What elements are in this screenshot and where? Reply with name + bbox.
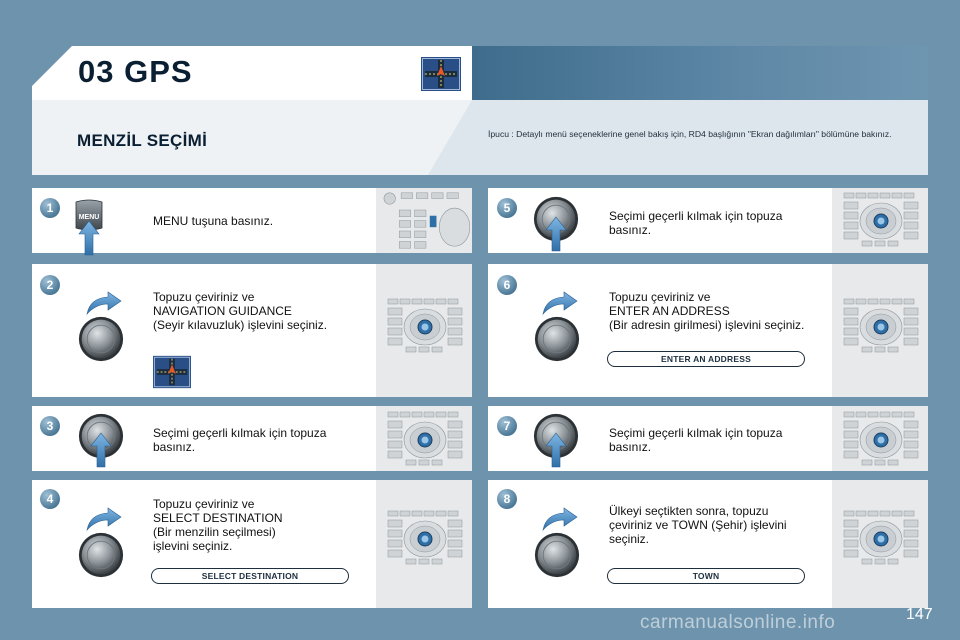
push-arrow-icon [90, 432, 112, 468]
menu-option-town: TOWN [607, 568, 805, 584]
watermark: carmanualsonline.info [640, 612, 836, 633]
step-badge-4: 4 [40, 489, 60, 509]
console-panel-icon [838, 409, 922, 469]
rotate-arrow-icon [540, 290, 580, 316]
console-panel-icon [380, 189, 470, 252]
page-number: 147 [906, 606, 933, 623]
step-badge-6: 6 [497, 275, 517, 295]
section-title: MENZİL SEÇİMİ [77, 131, 208, 150]
step-text-6: Topuzu çeviriniz ve ENTER AN ADDRESS (Bir adresin girilmesi) işlevini seçiniz. [609, 290, 805, 332]
header-banner [472, 46, 928, 100]
step-text-2: Topuzu çeviriniz ve NAVIGATION GUIDANCE (Seyir kılavuzluk) işlevini seçiniz. [153, 290, 328, 332]
knob-icon [534, 532, 580, 578]
menu-option-select-destination: SELECT DESTINATION [151, 568, 349, 584]
navigation-cross-icon [153, 355, 191, 389]
push-arrow-icon [78, 220, 100, 256]
rotate-arrow-icon [84, 506, 124, 532]
console-panel-icon [838, 508, 922, 568]
step-badge-2: 2 [40, 275, 60, 295]
console-panel-icon [382, 409, 466, 469]
console-panel-icon [838, 296, 922, 356]
console-panel-icon [382, 508, 466, 568]
knob-icon [78, 532, 124, 578]
step-text-7: Seçimi geçerli kılmak için topuza basınız. [609, 426, 783, 454]
step-text-1: MENU tuşuna basınız. [153, 214, 274, 228]
menu-option-enter-an-address: ENTER AN ADDRESS [607, 351, 805, 367]
rotate-arrow-icon [540, 506, 580, 532]
tip-text: İpucu : Detaylı menü seçeneklerine genel bakış için, RD4 başlığının "Ekran dağılımları" bölümüne bakınız. [488, 129, 892, 139]
step-badge-5: 5 [497, 198, 517, 218]
step-text-5: Seçimi geçerli kılmak için topuza basınız. [609, 209, 783, 237]
step-text-4: Topuzu çeviriniz ve SELECT DESTINATION (Bir menzilin seçilmesi) işlevini seçiniz. [153, 497, 283, 553]
console-panel-icon [382, 296, 466, 356]
push-arrow-icon [545, 432, 567, 468]
svg-text:MENU: MENU [78, 214, 100, 221]
step-badge-3: 3 [40, 416, 60, 436]
console-panel-icon [838, 190, 922, 250]
step-text-8: Ülkeyi seçtikten sonra, topuzu çeviriniz ve TOWN (Şehir) işlevini seçiniz. [609, 504, 787, 546]
step-badge-7: 7 [497, 416, 517, 436]
navigation-cross-icon [421, 57, 461, 91]
push-arrow-icon [545, 216, 567, 252]
chapter-title: 03 GPS [78, 54, 193, 89]
knob-icon [534, 316, 580, 362]
step-badge-8: 8 [497, 489, 517, 509]
step-badge-1: 1 [40, 198, 60, 218]
knob-icon [78, 316, 124, 362]
step-text-3: Seçimi geçerli kılmak için topuza basınız. [153, 426, 327, 454]
rotate-arrow-icon [84, 290, 124, 316]
